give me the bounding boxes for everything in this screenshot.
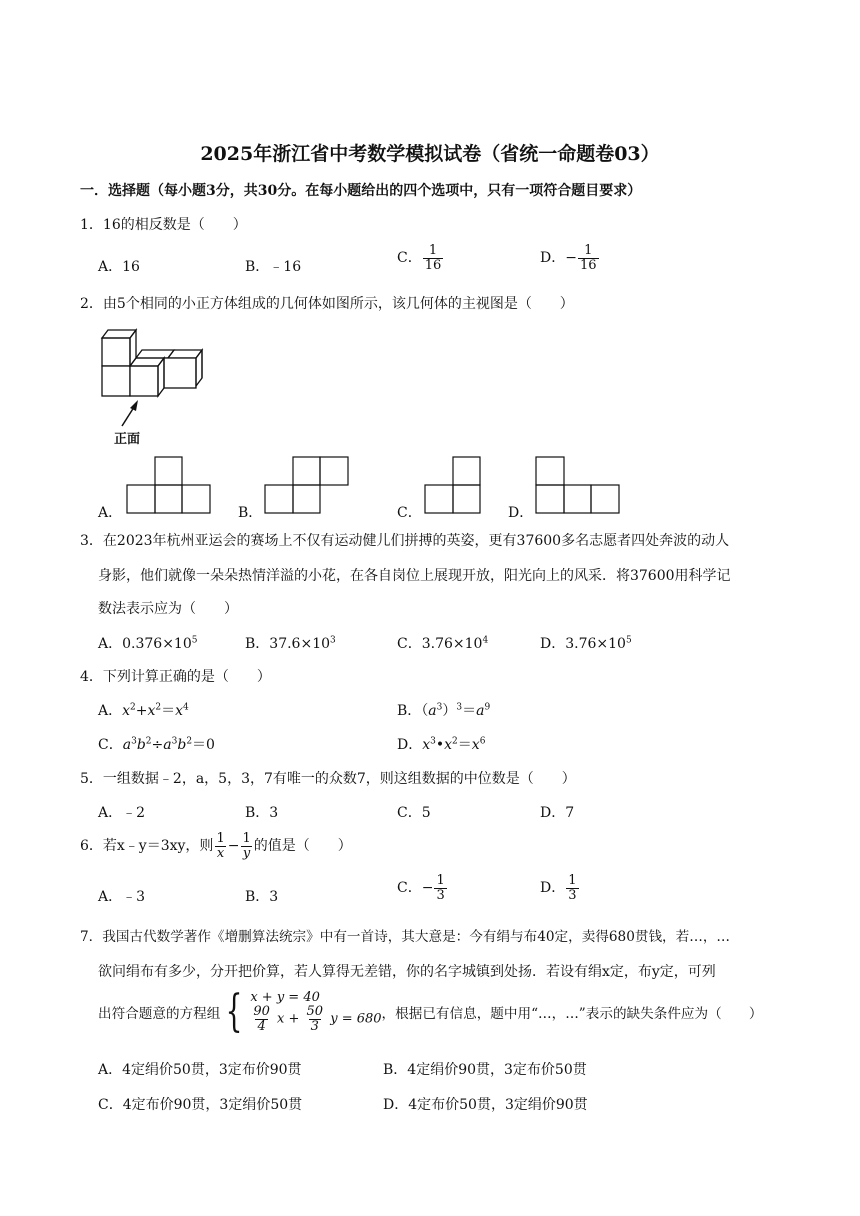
question-4-stem: 4．下列计算正确的是（ ）: [80, 669, 271, 685]
q4-option-a: A．$x^2+x^2=x^4$: [98, 702, 189, 719]
section-heading: 一．选择题（每小题3分，共30分。在每小题给出的四个选项中，只有一项符合题目要求）: [80, 183, 642, 199]
front-label: 正面: [114, 432, 141, 447]
fraction: $\frac{1}{3}$: [436, 873, 445, 903]
question-5-stem: 5．一组数据﹣2，a，5，3，7有唯一的众数7，则这组数据的中位数是（ ）: [80, 771, 576, 787]
q4-option-d: D．$x^3•x^2=x^6$: [397, 736, 486, 753]
q2-option-a-view: [126, 456, 212, 514]
q3-option-b: B．$37.6\times 10^3$: [245, 635, 336, 652]
question-3-line-1: 3．在2023年杭州亚运会的赛场上不仅有运动健儿们拼搏的英姿，更有37600多名志愿者四处奔波的动人: [80, 533, 730, 549]
q2-option-d-view: [535, 456, 621, 514]
q5-option-c: C．5: [397, 805, 431, 821]
q2-option-b-label: B．: [238, 505, 263, 521]
q6-option-d: D． $\frac{1}{3}$: [540, 873, 577, 903]
q7-option-b: B．4定绢价90贯，3定布价50贯: [383, 1062, 587, 1078]
q7-option-a: A．4定绢价50贯，3定布价90贯: [98, 1062, 302, 1078]
fraction: $\frac{1}{16}$: [579, 243, 597, 273]
q2-option-c-view: [424, 456, 482, 514]
q5-option-a: A．﹣2: [98, 805, 146, 821]
fraction: $\frac{1}{y}$: [242, 831, 251, 861]
q5-option-d: D．7: [540, 805, 575, 821]
q1-option-d: D．− $\frac{1}{16}$: [540, 243, 597, 273]
fraction: $\frac{1}{3}$: [568, 873, 577, 903]
q2-option-c-label: C．: [397, 505, 422, 521]
q2-option-b-view: [264, 456, 350, 514]
question-7-line-3: 出符合题意的方程组 { x + y = 40 $\frac{90}{4}$ x + $\frac{50}{3}$ y = 680 ，根据已有信息，题中用“…，…”表示的缺失条件应为（ ）: [98, 986, 763, 1037]
q1-option-a: A．16: [98, 259, 140, 275]
q2-option-a-label: A．: [98, 505, 123, 521]
question-7-line-1: 7．我国古代数学著作《增删算法统宗》中有一首诗，其大意是：今有绢与布40定，卖得680贯钱，若…，…: [80, 929, 731, 945]
q5-option-b: B．3: [245, 805, 279, 821]
q4-option-c: C．$a^3b^2\div a^3b^2=0$: [98, 736, 215, 753]
equation-system: { x + y = 40 $\frac{90}{4}$ x + $\frac{50}{3}$ y = 680: [225, 986, 382, 1037]
question-2-stem: 2．由5个相同的小正方体组成的几何体如图所示，该几何体的主视图是（ ）: [80, 296, 574, 312]
q3-option-a: A．$0.376\times 10^5$: [98, 635, 198, 652]
question-6-stem: 6．若x﹣y＝3xy，则 $\frac{1}{x}$ − $\frac{1}{y}$ 的值是（ ）: [80, 831, 352, 861]
q3-option-c: C．$3.76\times 10^4$: [397, 635, 489, 652]
q7-option-d: D．4定布价50贯，3定绢价90贯: [383, 1097, 588, 1113]
fraction: $\frac{1}{x}$: [216, 831, 225, 861]
q1-option-b: B．﹣16: [245, 259, 302, 275]
q6-option-a: A．﹣3: [98, 889, 146, 905]
q4-option-b: B．$(a^3)^3=a^9$: [397, 702, 491, 719]
q3-option-d: D．$3.76\times 10^5$: [540, 635, 632, 652]
page-title: 2025年浙江省中考数学模拟试卷（省统一命题卷03）: [200, 143, 660, 165]
question-7-line-2: 欲问绢布有多少，分开把价算，若人算得无差错，你的名字城镇到处扬．若设有绢x定，布y定，可列: [98, 964, 716, 980]
question-3-line-3: 数法表示应为（ ）: [98, 601, 238, 617]
fraction: $\frac{1}{16}$: [424, 243, 442, 273]
q6-option-b: B．3: [245, 889, 279, 905]
q2-option-d-label: D．: [508, 505, 534, 521]
question-3-line-2: 身影，他们就像一朵朵热情洋溢的小花，在各自岗位上展现开放，阳光向上的风采．将37600用科学记: [98, 568, 731, 584]
q1-option-c: C． $\frac{1}{16}$: [397, 243, 442, 273]
q6-option-c: C．− $\frac{1}{3}$: [397, 873, 445, 903]
question-1-stem: 1．16的相反数是（ ）: [80, 217, 247, 233]
q7-option-c: C．4定布价90贯，3定绢价50贯: [98, 1097, 303, 1113]
